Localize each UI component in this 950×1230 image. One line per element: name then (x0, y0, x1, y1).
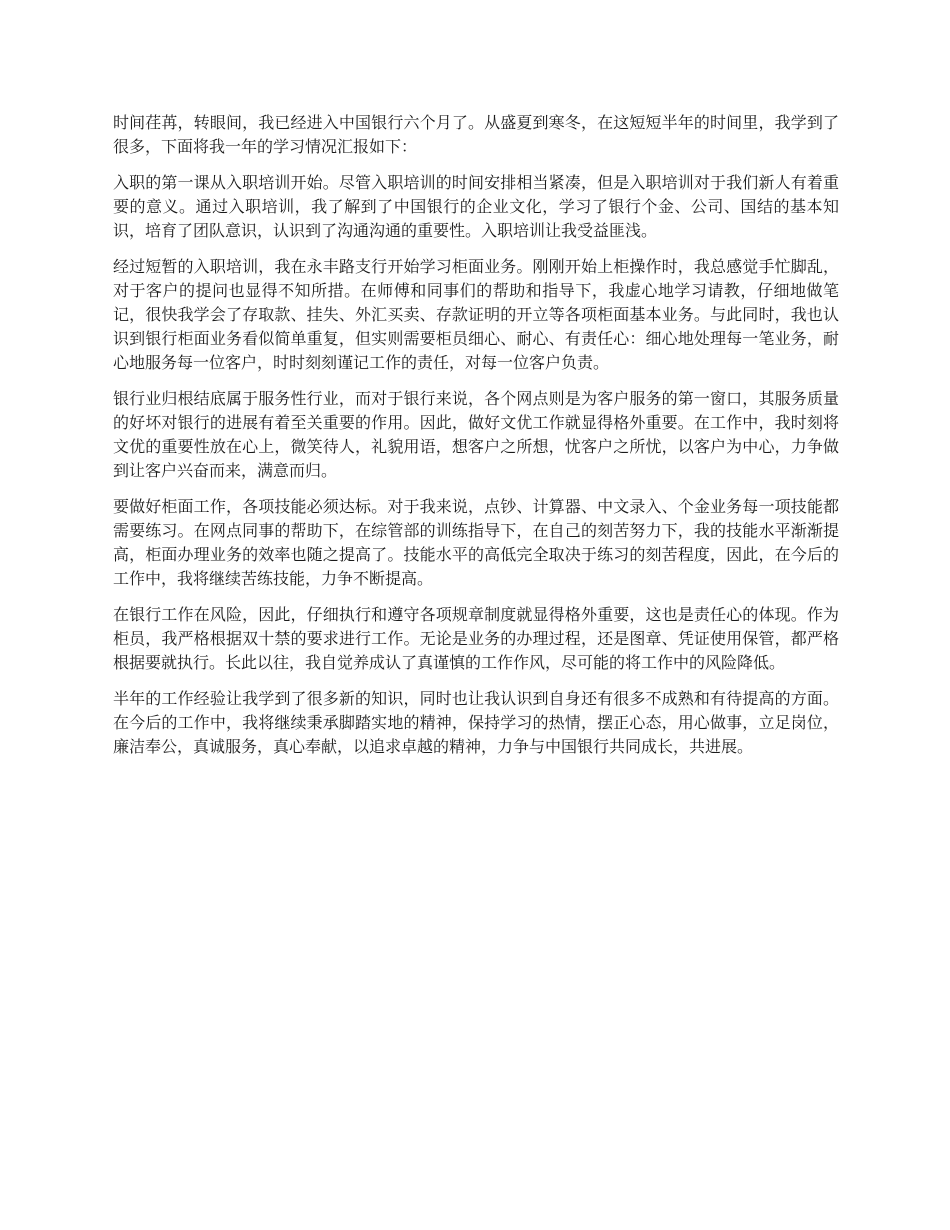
paragraph-7: 半年的工作经验让我学到了很多新的知识，同时也让我认识到自身还有很多不成熟和有待提高的方面。在今后的工作中，我将继续秉承脚踏实地的精神，保持学习的热情，摆正心态，用心做事，立足岗位，廉洁奉公，真诚服务，真心奉献，以追求卓越的精神，力争与中国银行共同成长，共进展。 (113, 689, 839, 756)
document-body (113, 111, 839, 771)
paragraph-3: 经过短暂的入职培训，我在永丰路支行开始学习柜面业务。刚刚开始上柜操作时，我总感觉手忙脚乱，对于客户的提问也显得不知所措。在师傅和同事们的帮助和指导下，我虚心地学习请教，仔细地做笔记，很快我学会了存取款、挂失、外汇买卖、存款证明的开立等各项柜面基本业务。与此同时，我也认识到银行柜面业务看似简单重复，但实则需要柜员细心、耐心、有责任心：细心地处理每一笔业务，耐心地服务每一位客户，时时刻刻谨记工作的责任，对每一位客户负责。 (113, 257, 839, 372)
paragraph-6: 在银行工作在风险，因此，仔细执行和遵守各项规章制度就显得格外重要，这也是责任心的体现。作为柜员，我严格根据双十禁的要求进行工作。无论是业务的办理过程，还是图章、凭证使用保管，都严格根据要就执行。长此以往，我自觉养成认了真谨慎的工作作风，尽可能的将工作中的风险降低。 (113, 605, 839, 672)
paragraph-1: 时间荏苒，转眼间，我已经进入中国银行六个月了。从盛夏到寒冬，在这短短半年的时间里，我学到了很多，下面将我一年的学习情况汇报如下： (113, 113, 839, 156)
paragraph-5: 要做好柜面工作，各项技能必须达标。对于我来说，点钞、计算器、中文录入、个金业务每一项技能都需要练习。在网点同事的帮助下，在综管部的训练指导下，在自己的刻苦努力下，我的技能水平渐渐提高，柜面办理业务的效率也随之提高了。技能水平的高低完全取决于练习的刻苦程度，因此，在今后的工作中，我将继续苦练技能，力争不断提高。 (113, 497, 839, 588)
paragraph-4: 银行业归根结底属于服务性行业，而对于银行来说，各个网点则是为客户服务的第一窗口，其服务质量的好坏对银行的进展有着至关重要的作用。因此，做好文优工作就显得格外重要。在工作中，我时刻将文优的重要性放在心上，微笑待人，礼貌用语，想客户之所想，忧客户之所忧，以客户为中心，力争做到让客户兴奋而来，满意而归。 (113, 389, 839, 480)
paragraph-2: 入职的第一课从入职培训开始。尽管入职培训的时间安排相当紧凑，但是入职培训对于我们新人有着重要的意义。通过入职培训，我了解到了中国银行的企业文化，学习了银行个金、公司、国结的基本知识，培育了团队意识，认识到了沟通沟通的重要性。入职培训让我受益匪浅。 (113, 173, 839, 240)
